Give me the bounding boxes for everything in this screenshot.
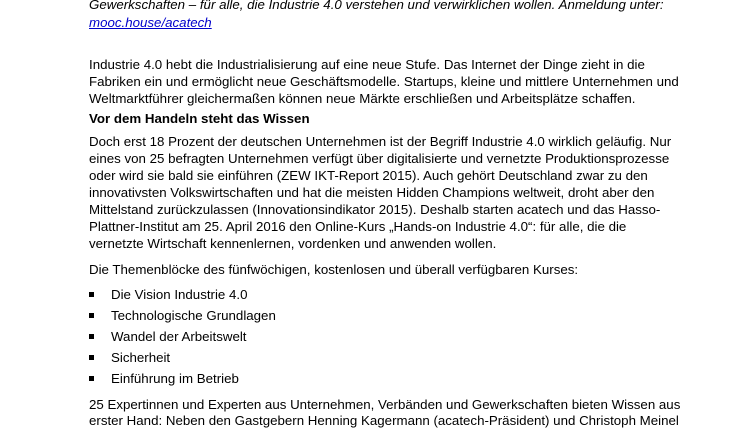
registration-link-wrap — [89, 15, 212, 31]
section-heading: Vor dem Handeln steht das Wissen — [89, 111, 310, 126]
list-item: Einführung im Betrieb — [111, 371, 239, 386]
paragraph-line: Mittelstand zurückzulassen (Innovationsindikator 2015). Deshalb starten acatech und das Hasso- — [89, 202, 661, 217]
paragraph-line: oder wird sie bald sie einführen (ZEW IKT-Report 2015). Auch gehört Deutschland zwar zu den — [89, 168, 648, 183]
paragraph-line: eines von 25 befragten Unternehmen verfügt über digitalisierte und vernetzte Produktionsprozesse — [89, 151, 670, 166]
topics-intro: Die Themenblöcke des fünfwöchigen, kostenlosen und überall verfügbaren Kurses: — [89, 262, 579, 277]
list-item: Technologische Grundlagen — [111, 308, 276, 323]
bullet-icon — [89, 292, 94, 297]
bullet-icon — [89, 376, 94, 381]
paragraph-line: vernetzte Wirtschaft kennenlernen, vordenken und anwenden wollen. — [89, 236, 497, 251]
intro-text: Gewerkschaften – für alle, die Industrie 4.0 verstehen und verwirklichen wollen. Anmeldung unter: — [89, 0, 664, 12]
list-item: Sicherheit — [111, 350, 171, 365]
registration-link[interactable]: mooc.house/acatech — [89, 15, 212, 30]
paragraph-line: Weltmarktführer gleichermaßen können neue Märkte erschließen und Arbeitsplätze schaffen. — [89, 91, 636, 106]
paragraph-line: 25 Expertinnen und Experten aus Unternehmen, Verbänden und Gewerkschaften bieten Wissen aus — [89, 397, 681, 412]
list-item: Wandel der Arbeitswelt — [111, 329, 247, 344]
bullet-icon — [89, 334, 94, 339]
bullet-icon — [89, 313, 94, 318]
bullet-icon — [89, 355, 94, 360]
paragraph-line: Fabriken ein und ermöglicht neue Geschäftsmodelle. Startups, kleine und mittlere Unternehmen und — [89, 74, 679, 89]
paragraph-line: Doch erst 18 Prozent der deutschen Unternehmen ist der Begriff Industrie 4.0 wirklich geläufig. Nur — [89, 134, 672, 149]
paragraph-line: erster Hand: Neben den Gastgebern Henning Kagermann (acatech-Präsident) und Christoph Meinel — [89, 413, 679, 428]
paragraph-line: innovativsten Volkswirtschaften und hat die meisten Hidden Champions weltweit, droht aber den — [89, 185, 655, 200]
paragraph-line: Plattner-Institut am 25. April 2016 den Online-Kurs „Hands-on Industrie 4.0“: für alle, die die — [89, 219, 627, 234]
list-item: Die Vision Industrie 4.0 — [111, 287, 248, 302]
paragraph-line: Industrie 4.0 hebt die Industrialisierung auf eine neue Stufe. Das Internet der Dinge zieht in die — [89, 57, 645, 72]
